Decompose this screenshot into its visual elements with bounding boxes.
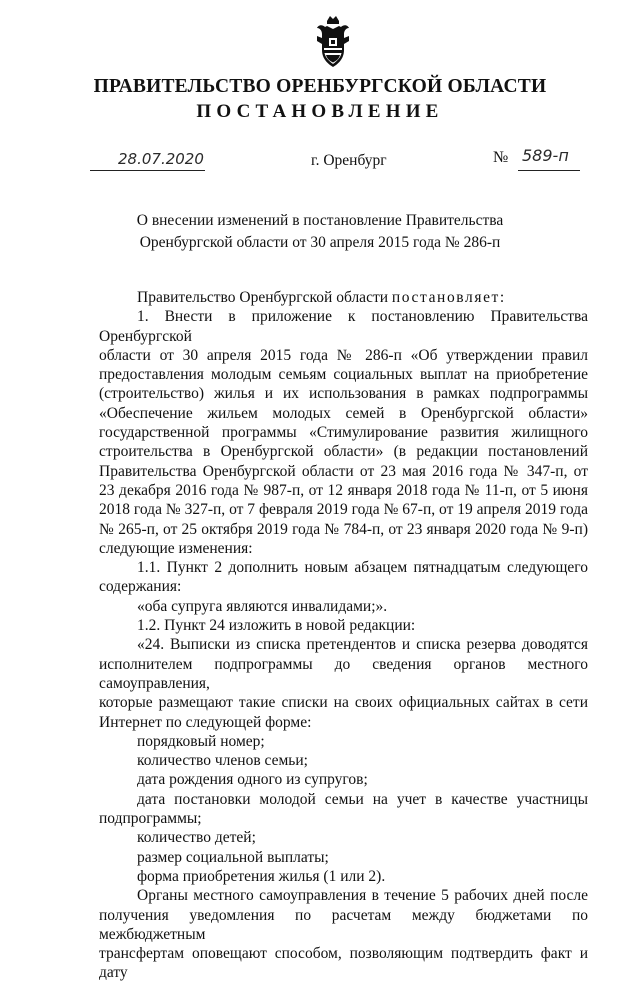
document-date: 28.07.2020: [118, 150, 204, 168]
paragraph-line: следующие изменения:: [99, 539, 253, 557]
number-sign: №: [493, 149, 509, 166]
coat-of-arms-icon: [313, 14, 353, 70]
list-item: подпрограммы;: [99, 810, 202, 828]
paragraph-line: трансфертам оповещают способом, позволяющим подтвердить факт и дату: [99, 945, 588, 982]
paragraph-line: предоставления молодым семьям социальных выплат на приобретение: [99, 366, 588, 384]
intro-paragraph: [99, 288, 588, 307]
list-item: размер социальной выплаты;: [137, 848, 329, 866]
document-type: ПОСТАНОВЛЕНИЕ: [196, 101, 444, 122]
paragraph-line: (строительство) жилья и их использования в рамках подпрограммы: [99, 385, 588, 403]
paragraph-line: государственной программы «Стимулирование развития жилищного: [99, 424, 588, 442]
quote-line: «оба супруга являются инвалидами;».: [137, 597, 388, 615]
paragraph-line: 23 декабря 2016 года № 987-п, от 12 января 2018 года № 11-п, от 5 июня: [99, 481, 588, 499]
list-item: дата постановки молодой семьи на учет в качестве участницы: [137, 790, 588, 808]
paragraph-line: получения уведомления по расчетам между бюджетами по межбюджетным: [99, 906, 588, 943]
document-city: г. Оренбург: [311, 152, 387, 169]
number-underline: [518, 170, 580, 171]
paragraph-line: Правительства Оренбургской области от 23 мая 2016 года № 347-п, от: [99, 462, 588, 480]
document-number: 589-п: [522, 146, 569, 165]
paragraph-line: строительства в Оренбургской области» (в редакции постановлений: [99, 443, 588, 461]
paragraph-line: области от 30 апреля 2015 года № 286-п «Об утверждении правил: [99, 346, 588, 364]
document-subject: [0, 210, 640, 254]
paragraph-line: содержания:: [99, 578, 182, 596]
government-name: ПРАВИТЕЛЬСТВО ОРЕНБУРГСКОЙ ОБЛАСТИ: [93, 76, 547, 97]
list-item: форма приобретения жилья (1 или 2).: [137, 867, 386, 885]
paragraph-line: 2018 года № 327-п, от 7 февраля 2019 года № 67-п, от 19 апреля 2019 года: [99, 501, 588, 519]
paragraph-line: которые размещают такие списки на своих официальных сайтах в сети: [99, 694, 588, 712]
list-item: дата рождения одного из супругов;: [137, 771, 368, 789]
date-underline: [90, 170, 205, 171]
paragraph-line: 1.1. Пункт 2 дополнить новым абзацем пятнадцатым следующего: [137, 559, 588, 577]
paragraph-line: № 265-п, от 25 октября 2019 года № 784-п, от 23 января 2020 года № 9-п): [99, 520, 588, 538]
subject-line: Оренбургской области от 30 апреля 2015 года № 286-п: [139, 234, 501, 251]
paragraph-line: исполнителем подпрограммы до сведения органов местного самоуправления,: [99, 655, 588, 692]
list-item: количество детей;: [137, 829, 256, 847]
paragraph-line: Органы местного самоуправления в течение 5 рабочих дней после: [137, 887, 588, 905]
document-body: [99, 288, 588, 983]
paragraph-line: Интернет по следующей форме:: [99, 713, 312, 731]
list-item: порядковый номер;: [137, 732, 265, 750]
intro-text: Правительство Оренбургской области: [137, 289, 392, 306]
paragraph-line: «Обеспечение жильем молодых семей в Оренбургской области»: [99, 404, 588, 422]
list-item: количество членов семьи;: [137, 752, 308, 770]
paragraph-line: 1.2. Пункт 24 изложить в новой редакции:: [137, 617, 416, 635]
intro-decree-word: постановляет:: [391, 289, 506, 306]
paragraph-line: 1. Внести в приложение к постановлению Правительства Оренбургской: [99, 308, 588, 345]
subject-line: О внесении изменений в постановление Правительства: [136, 212, 504, 229]
paragraph-line: «24. Выписки из списка претендентов и списка резерва доводятся: [137, 636, 588, 654]
